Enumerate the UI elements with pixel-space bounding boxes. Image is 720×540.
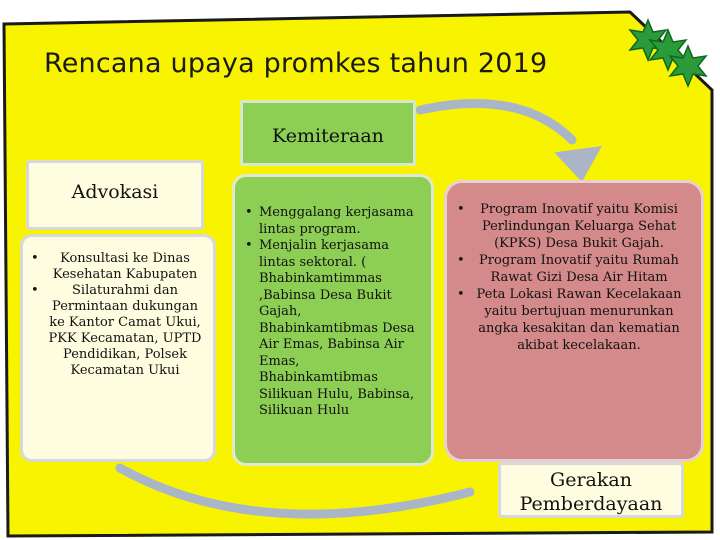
list-item: • Peta Lokasi Rawan Kecelakaan yaitu bertujuan menurunkan angka kesakitan dan kematian akibat kecelakaan.: [457, 286, 687, 354]
advokasi-content-box: [20, 234, 216, 462]
kemiteraan-label-box: Kemiteraan: [240, 100, 416, 166]
gerakan-line1: Gerakan: [550, 469, 632, 491]
list-item: • Silaturahmi dan Permintaan dukungan ke Kantor Camat Ukui, PKK Kecamatan, UPTD Pendidikan, Polsek Kecamatan Ukui: [31, 283, 205, 379]
list-item: • Program Inovatif yaitu Rumah Rawat Gizi Desa Air Hitam: [457, 252, 687, 286]
kemitraan-list: [245, 205, 421, 420]
list-item: • Menggalang kerjasama lintas program.: [245, 205, 421, 238]
kemitraan-content-box: [232, 174, 434, 466]
pemberdayaan-list: [457, 201, 687, 354]
list-item: • Konsultasi ke Dinas Kesehatan Kabupaten: [31, 251, 205, 283]
advokasi-list: [31, 251, 205, 379]
advokasi-heading: Advokasi: [71, 181, 159, 203]
page-title: Rencana upaya promkes tahun 2019: [44, 48, 548, 79]
list-item: • Program Inovatif yaitu Komisi Perlindungan Keluarga Sehat (KPKS) Desa Bukit Gajah.: [457, 201, 687, 252]
advokasi-label-box: [26, 160, 204, 230]
pemberdayaan-content-box: [444, 180, 704, 462]
gerakan-pemberdayaan-label-box: [498, 462, 684, 518]
list-item: • Menjalin kerjasama lintas sektoral. ( Bhabinkamtimmas ,Babinsa Desa Bukit Gajah, Bhabinkamtibmas Desa Air Emas, Babinsa Air Emas, Bhabinkamtibmas Silikuan Hulu, Babinsa, Silikuan Hulu: [245, 238, 421, 420]
gerakan-line2: Pemberdayaan: [519, 493, 663, 515]
